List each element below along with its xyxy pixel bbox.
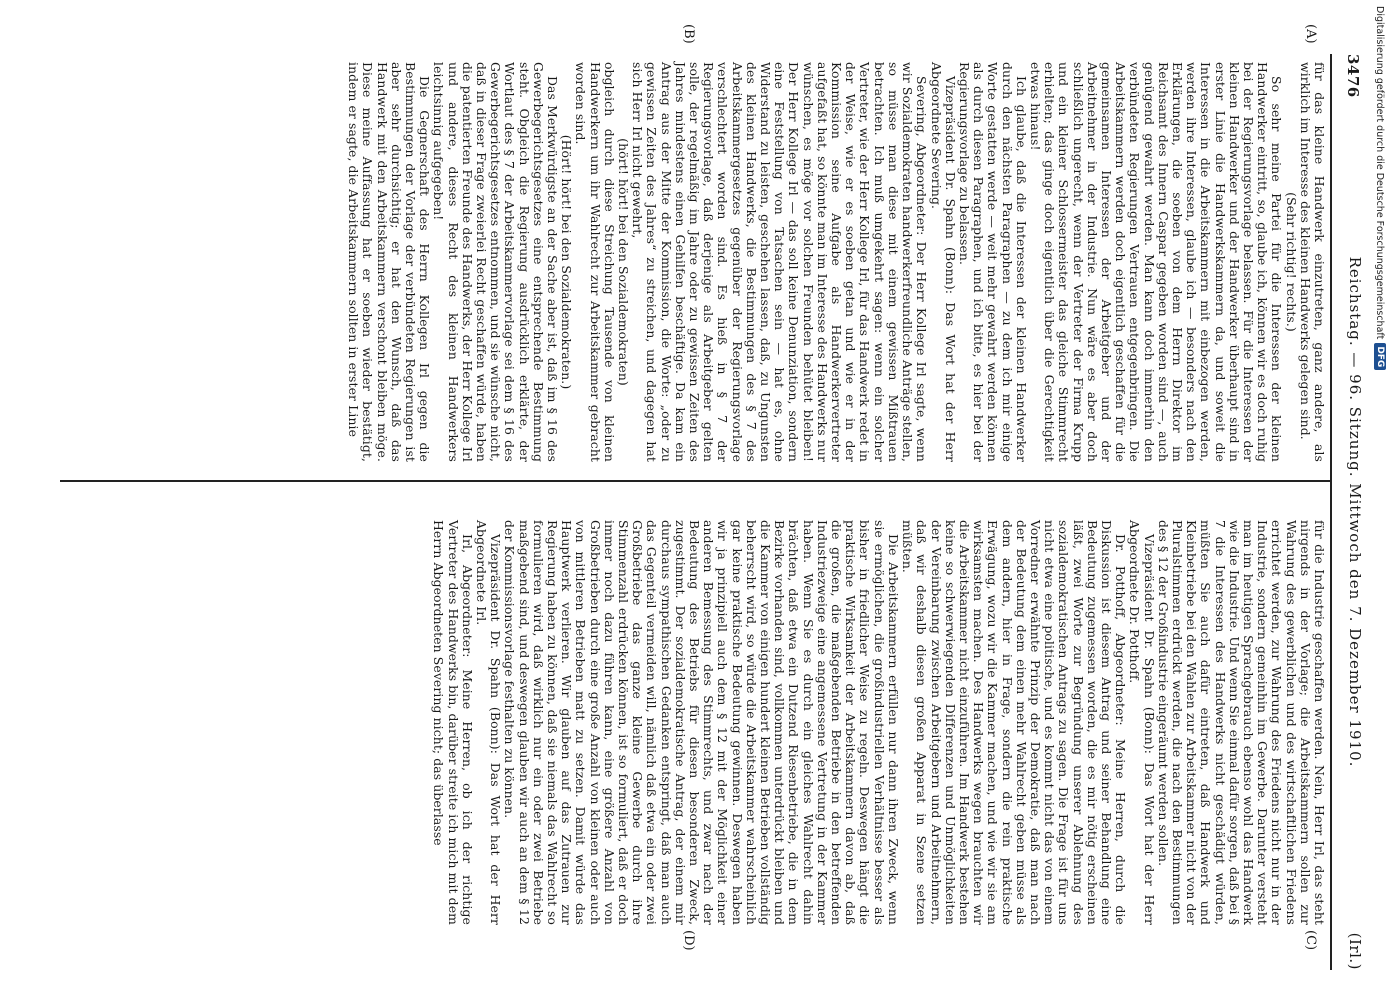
page-number: 3476 [1344, 54, 1362, 98]
credit-text: Digitalisierung gefördert durch die Deutsche Forschungsgemeinschaft [1374, 6, 1386, 340]
session-title: Reichstag. — 96. Sitzung. Mittwoch den 7. Dezember 1910. [1346, 256, 1364, 768]
margin-mark-a: (A) [1303, 24, 1318, 44]
header-rule [1330, 54, 1332, 970]
left-column [346, 62, 1326, 462]
page-header [1338, 54, 1368, 970]
paragraph: für das kleine Handwerk einzutreten, ganz andere, als wirklich im Interesse des kleinen Handwerks gelegen sind. [1297, 62, 1327, 462]
paragraph: Das Merkwürdigste an der Sache aber ist, daß im § 16 des Gewerbegerichtsgesetzes eine entsprechende Bestimmung steht. Obgleich die Regierung ausdrücklich erklärte, der Wortlaut des § 7 der Arbeitskammervorlage sei dem § 16 des Gewerbegerichtsgesetzes entnommen, und sie wünsche nicht, daß in dieser Frage zweierlei Recht geschaffen würde, haben die patentierten Freunde des Handwerks, der Herr Kollege Irl und andere, dieses Recht des kleinen Handwerkers leichtsinnig aufgegeben! [431, 62, 561, 462]
dfg-logo-icon: DFG [1374, 343, 1386, 370]
interjection: (hört! hört! bei den Sozialdemokraten) [616, 138, 632, 386]
speaker-announcement: Vizepräsident Dr. Spahn (Bonn): Das Wort hat der Herr Abgeordnete Dr. Potthoff. [1127, 520, 1157, 925]
speaker-announcement: Vizepräsident Dr. Spahn (Bonn): Das Wort hat der Herr Abgeordnete Irl. [474, 520, 504, 925]
paragraph: Irl, Abgeordneter: Meine Herren, ob ich der richtige Vertreter des Handwerks bin, darüber streite ich mich mit dem Herrn Abgeordneten Severing nicht; das überlasse [431, 520, 475, 925]
right-column [431, 520, 1326, 925]
reichstag-protocol-page [48, 12, 1388, 988]
interjection: (Hört! hört! bei den Sozialdemokraten.) [559, 134, 575, 390]
paragraph: für die Industrie geschaffen werden. Nein, Herr Irl, das steht nirgends in der Vorlage; die Arbeitskammern sollen zur Wahrung des gewerblichen und des wirtschaftlichen Friedens errichtet werden, zur Wahrung des Friedens nicht nur in der Industrie, sondern gemeinhin im Gewerbe. Darunter versteht man im heutigen Sprachgebrauch ebenso wohl das Handwerk wie die Industrie. Und wenn Sie einmal dafür sorgen, daß bei § 7 die Interessen des Handwerks nicht geschädigt würden, müßten Sie auch dafür eintreten, daß Handwerk und Kleinbetriebe bei den Wahlen zur Arbeitskammer nicht von der Pluralstimmen erdrückt werden, die nach den Bestimmungen des § 12 der Großindustrie eingeräumt werden sollen. [1155, 520, 1327, 925]
paragraph: Ich glaube, daß die Interessen der kleinen Handwerker durch den nächsten Paragraphen — zu dem ich mir einige Worte gestatten werde — weit mehr gewahrt werden können als durch diesen Paragraphen, und ich bitte, es hier bei der Regierungsvorlage zu belassen. [956, 62, 1029, 462]
paragraph: Die Gegnerschaft des Herrn Kollegen Irl gegen die Bestimmungen der Vorlage der verbündeten Regierungen ist aber sehr durchsichtig; er hat den Wunsch, daß das Handwerk mit den Arbeitskammern verschont bleiben möge. Diese meine Auffassung hat er soeben wieder bestätigt, indem er sagte, die Arbeitskammern sollten in erster Linie [346, 62, 433, 462]
digitization-credit [1370, 6, 1388, 616]
margin-mark-b: (B) [681, 24, 696, 44]
paragraph: Die Arbeitskammern erfüllen nur dann ihren Zweck, wenn sie ermöglichen, die großindustriellen Verhältnisse besser als bisher in friedlicher Weise zu regeln. Deswegen hängt die praktische Wirksamkeit der Arbeitskammern davon ab, daß die großen, die maßgebenden Betriebe in den betreffenden Industriezweige eine angemessene Vertretung in der Kammer haben. Wenn Sie es durch ein gleiches Wahlrecht dahin brächten, daß etwa ein Dutzend Riesenbetriebe, die in dem Bezirke vorhanden sind, vollkommen unterdrückt bleiben und die Kammer von einigen hundert kleinen Betrieben vollständig beherrscht wird, so würde die Arbeitskammer wahrscheinlich gar keine praktische Bedeutung gewinnen. Deswegen haben wir ja prinzipiell auch dem § 12 mit der Möglichkeit einer anderen Bemessung des Stimmrechts, und zwar nach der Bedeutung des Betriebs für diesen besonderen Zweck, zugestimmt. Der sozialdemokratische Antrag, der einem mir durchaus sympathischen Gedanken entspringt, daß man auch das Gegenteil vermeiden will, nämlich daß etwa ein oder zwei Großbetriebe das ganze kleine Gewerbe durch ihre Stimmenzahl erdrücken können, ist so formuliert, daß er doch immer noch dazu führen kann, eine größere Anzahl von Großbetrieben durch eine große Anzahl von kleinen oder auch von mittleren Betrieben matt zu setzen. Damit würde das Hauptwerk verlieren. Wir glauben auf das Zutrauen zur Regierung haben zu können, daß sie niemals das Wahlrecht so formulieren wird, daß wirklich nur ein oder zwei Betriebe maßgebend sind, und deswegen glauben wir auch an dem § 12 der Kommissionsvorlage festhalten zu können. [502, 520, 901, 925]
margin-mark-c: (C) [1303, 930, 1318, 951]
interjection: (Sehr richtig! rechts.) [1283, 192, 1299, 332]
speaker-announcement: Vizepräsident Dr. Spahn (Bonn): Das Wort hat der Herr Abgeordnete Severing. [928, 62, 958, 462]
paragraph: obgleich durch diese Streichung Tausende von kleinen Handwerkern um ihr Wahlrecht zur Arbeitskammer gebracht worden sind. [573, 62, 617, 462]
speaker-running-head: (Irl.) [1346, 932, 1364, 970]
paragraph: Dr. Potthoff, Abgeordneter: Meine Herren, durch die Diskussion ist diesem Antrag und seiner Behandlung eine Bedeutung zugemessen worden, die es mir nötig erscheinen läßt, zwei Worte zur Begründung unserer Ablehnung des sozialdemokratischen Antrags zu sagen. Die Frage ist für uns nicht etwa eine politische, und es kommt nicht das von einem Vorredner erwähnte Prinzip der Demokratie, daß man nach der Bedeutung dem einen mehr Wahlrecht geben müsse als dem andern, hier in Frage, sondern die rein praktische Erwägung, wozu wir die Kammer machen, und wie wir sie am wirksamsten machen. Des Handwerks wegen brauchten wir die Arbeitskammer nicht einzuführen. Im Handwerk bestehen keine so schwerwiegenden Differenzen und Unmöglichkeiten der Vereinbarung zwischen Arbeitgebern und Arbeitnehmern, daß wir deshalb diesen großen Apparat in Szene setzen müßten. [900, 520, 1129, 925]
column-divider [60, 480, 1330, 482]
paragraph: So sehr meine Partei für die Interessen der kleinen Handwerker eintritt, so, glaube ich, können wir es doch ruhig bei der Regierungsvorlage belassen. Für die Interessen der kleinen Handwerker und der Handwerker überhaupt sind in erster Linie die Handwerkskammern da, und soweit die Interessen in die Arbeitskammern mit einbezogen werden, werden ihre Interessen, glaube ich — besonders nach den Erklärungen, die soeben von dem Herrn Direktor im Reichsamt des Innern Caspar gegeben worden sind —, auch genügend gewahrt werden. Man kann doch immerhin den verbündeten Regierungen Vertrauen entgegenbringen. Die Arbeitskammern werden doch eigentlich geschaffen für die gemeinsamen Interessen der Arbeitgeber und der Arbeitnehmer in der Industrie. Nun wäre es aber doch schließlich ungerecht, wenn der Vertreter der Firma Krupp und ein kleiner Schlossermeister das gleiche Stimmrecht erhielten; das ginge doch eigentlich über die Gerechtigkeit etwas hinaus! [1027, 62, 1285, 462]
margin-mark-d: (D) [681, 930, 696, 951]
paragraph: Severing, Abgeordneter: Der Herr Kollege Irl sagte, wenn wir Sozialdemokraten handwerkerfreundliche Anträge stellen, so müsse man diese mit einem gewissen Mißtrauen betrachten. Ich muß umgekehrt sagen: wenn ein solcher Vertreter, wie der Herr Kollege Irl, für das Handwerk redet in der Weise, wie er es soeben getan und wie er in der Kommission seine Aufgabe als Handwerkervertreter aufgefaßt hat, so könnte man im Interesse des Handwerks nur wünschen, es möge vor solchen Freunden behütet bleiben! Der Herr Kollege Irl — das soll keine Denunziation, sondern eine Feststellung von Tatsachen sein — hat es, ohne Widerstand zu leisten, geschehen lassen, daß, zu Ungunsten des kleinen Handwerks, die Bestimmungen des § 7 des Arbeitskammergesetzes gegenüber der Regierungsvorlage verschlechtert worden sind. Es hieß in § 7 der Regierungsvorlage, daß derjenige als Arbeitgeber gelten solle, der regelmäßig im Jahre oder zu gewissen Zeiten des Jahres mindestens einen Gehilfen beschäftige. Da kam ein Antrag aus der Mitte der Kommission, die Worte: „oder zu gewissen Zeiten des Jahres“ zu streichen, und dagegen hat sich Herr Irl nicht gewehrt, [630, 62, 930, 462]
